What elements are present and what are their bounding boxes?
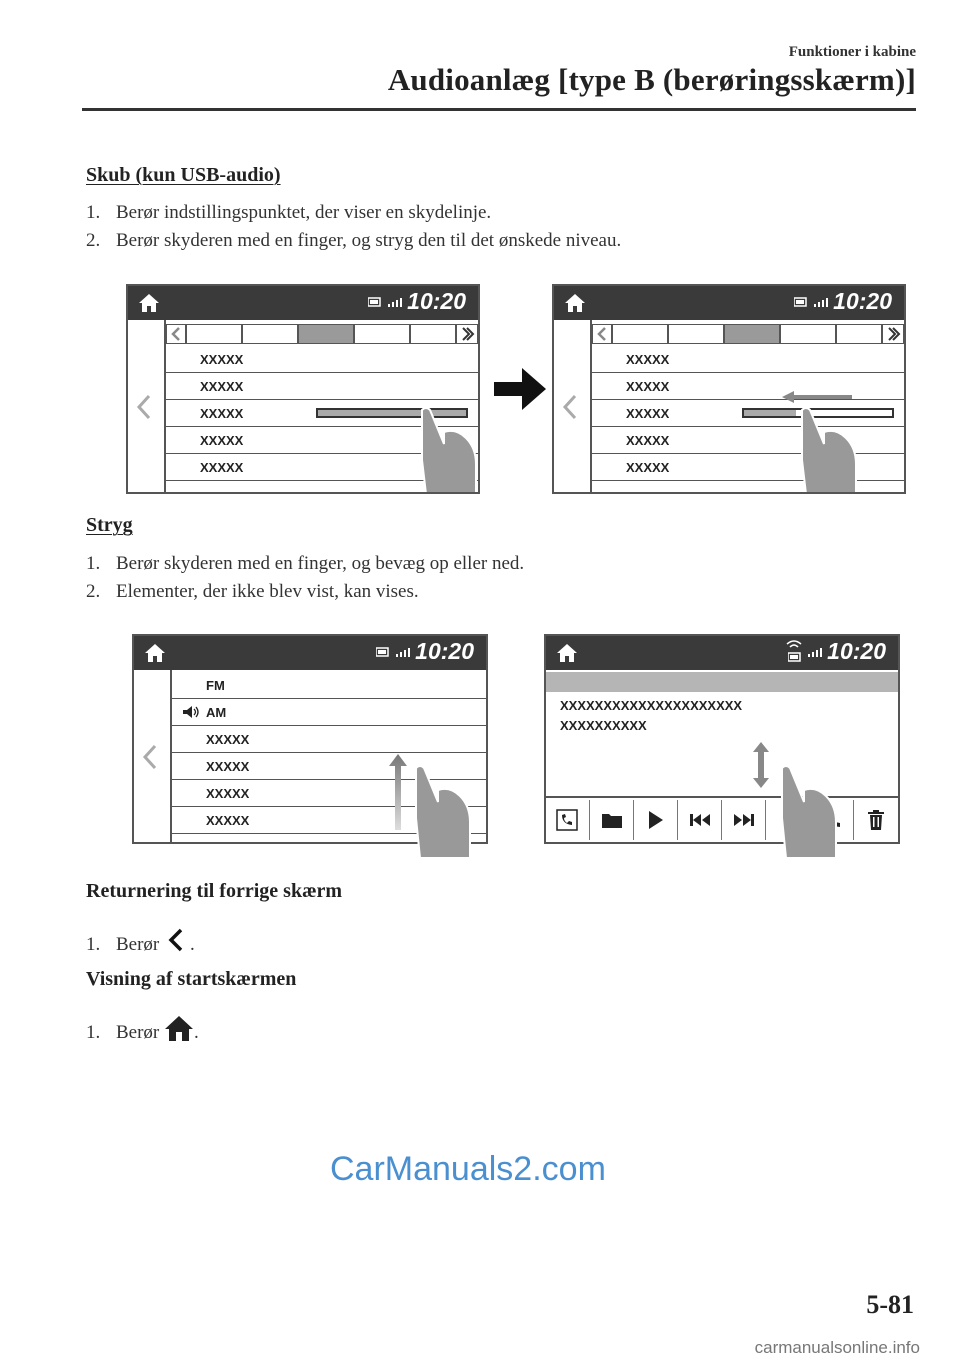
home-icon[interactable] [556,642,578,664]
skub-step-2: 2. Berør skyderen med en finger, og stryg den til det ønskede niveau. [86,230,622,251]
signal-icon [388,297,404,307]
signal-icon [396,647,412,657]
previous-button[interactable] [678,800,722,840]
back-chevron-icon[interactable] [142,744,158,770]
phone-list-icon [556,809,578,831]
track-subtitle: XXXXXXXXXX [560,718,647,733]
home-icon [164,1014,194,1042]
list-item[interactable]: XXXXX [166,373,478,400]
list-item[interactable]: XXXXX [172,753,486,780]
title-band [546,672,898,692]
slider-fill [744,410,796,416]
tab-3[interactable] [724,324,780,344]
tab-2[interactable] [242,324,298,344]
status-bar [128,286,478,320]
screen-player [544,634,900,844]
next-button[interactable] [722,800,766,840]
list-item[interactable]: XXXXX [592,373,904,400]
finger-icon [790,404,862,494]
finger-icon [404,762,476,858]
side-column [134,670,172,842]
list-item[interactable]: XXXXX [166,400,478,427]
arrow-updown-icon [752,742,770,788]
clock: 10:20 [407,288,466,314]
call-list-button[interactable] [546,800,590,840]
signal-icon [814,297,830,307]
speaker-icon [182,705,200,719]
list-item-am[interactable]: AM [172,699,486,726]
clock: 10:20 [827,638,886,664]
stryg-step-2: 2. Elementer, der ikke blev vist, kan vises. [86,581,419,602]
control-bar [546,796,898,842]
battery-icon [376,647,390,657]
list-item[interactable]: XXXXX [172,726,486,753]
finger-icon [410,404,480,494]
back-chevron-icon[interactable] [562,394,578,420]
screen-slider-before [126,284,480,494]
tab-3[interactable] [298,324,354,344]
list-item[interactable]: XXXXX [166,454,478,481]
tab-1[interactable] [612,324,668,344]
tab-next[interactable] [882,324,904,344]
tab-5[interactable] [836,324,882,344]
status-bar [554,286,904,320]
signal-icon [808,647,824,657]
section-heading-return: Returnering til forrige skærm [86,880,343,902]
page-number: 5-81 [866,1290,914,1319]
chevron-right-double-icon [883,325,903,343]
delete-button[interactable] [854,800,898,840]
battery-icon [788,652,802,662]
page-title: Audioanlæg [type B (berøringsskærm)] [387,62,916,97]
home-icon[interactable] [144,642,166,664]
tab-prev[interactable] [592,324,612,344]
battery-icon [794,297,808,307]
list-item[interactable]: XXXXX [166,427,478,454]
side-column [128,320,166,492]
chevron-left-icon [167,325,185,343]
tab-5[interactable] [410,324,456,344]
list-item-fm[interactable]: FM [172,672,486,699]
chapter-label: Funktioner i kabine [788,44,916,60]
footer-site: carmanualsonline.info [754,1338,920,1357]
tab-2[interactable] [668,324,724,344]
tab-4[interactable] [780,324,836,344]
wifi-icon [786,640,802,650]
status-bar [134,636,486,670]
back-chevron-icon [164,926,190,954]
chevron-left-icon [593,325,611,343]
stryg-step-1: 1. Berør skyderen med en finger, og bevæg op eller ned. [86,553,525,574]
screen-slider-after [552,284,906,494]
finger-icon [772,762,842,858]
play-button[interactable] [634,800,678,840]
tab-bar [592,322,904,346]
list-item[interactable]: XXXXX [592,346,904,373]
side-column [554,320,592,492]
return-step-1: 1. Berør . [86,926,195,956]
tab-4[interactable] [354,324,410,344]
list-item[interactable]: XXXXX [166,346,478,373]
section-heading-stryg: Stryg [86,514,133,536]
list-item[interactable]: XXXXX [592,454,904,481]
home-step-1: 1. Berør . [86,1014,199,1044]
battery-icon [368,297,382,307]
status-bar [546,636,898,670]
arrow-left-icon [780,390,852,404]
tab-1[interactable] [186,324,242,344]
play-icon [648,810,664,830]
track-title: XXXXXXXXXXXXXXXXXXXXX [560,698,743,713]
arrow-right-icon [492,364,548,414]
next-icon [733,814,755,826]
skub-step-1: 1. Berør indstillingspunktet, der viser en skydelinje. [86,202,492,223]
chevron-right-double-icon [457,325,477,343]
clock: 10:20 [833,288,892,314]
trash-icon [868,810,884,830]
clock: 10:20 [415,638,474,664]
watermark: CarManuals2.com [330,1150,606,1188]
tab-bar [166,322,478,346]
list-item[interactable]: XXXXX [592,427,904,454]
header-rule [82,108,916,111]
list-item[interactable]: XXXXX [172,780,486,807]
tab-prev[interactable] [166,324,186,344]
list-item[interactable]: XXXXX [592,400,904,427]
folder-button[interactable] [590,800,634,840]
home-icon[interactable] [564,292,586,314]
section-heading-home: Visning af startskærmen [86,968,297,990]
folder-icon [601,811,623,829]
list-item[interactable]: XXXXX [172,807,486,834]
back-chevron-icon[interactable] [136,394,152,420]
prev-icon [689,814,711,826]
home-icon[interactable] [138,292,160,314]
tab-next[interactable] [456,324,478,344]
section-heading-skub: Skub (kun USB-audio) [86,164,281,186]
